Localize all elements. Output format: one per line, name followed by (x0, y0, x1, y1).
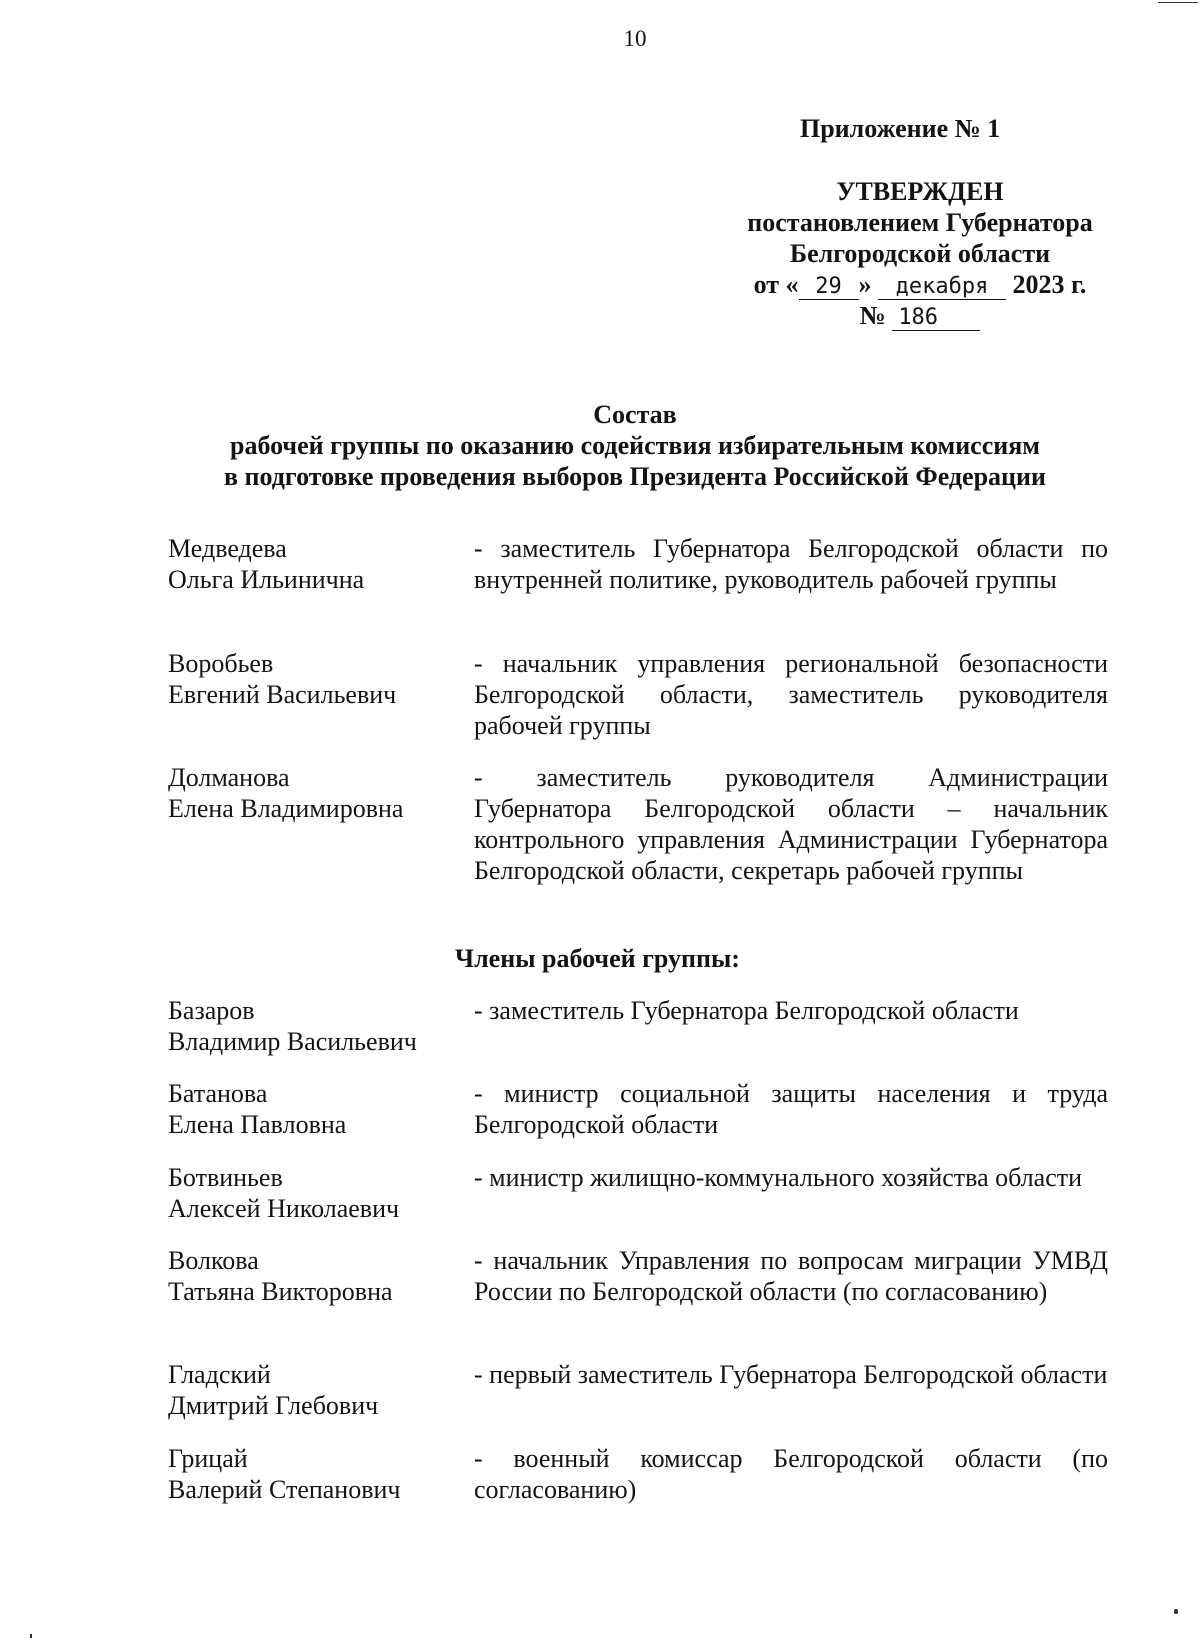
member-surname: Долманова (168, 763, 290, 792)
date-month: декабря (878, 275, 1006, 300)
member-role: - министр жилищно-коммунального хозяйства области (474, 1163, 1083, 1192)
member-surname: Воробьев (168, 649, 274, 678)
date-prefix: от « (753, 270, 799, 299)
date-day: 29 (799, 275, 859, 300)
members-heading: Члены рабочей группы: (455, 944, 740, 973)
member-given-name: Дмитрий Глебович (168, 1391, 379, 1420)
number-prefix: № (859, 301, 886, 330)
approval-line-1: постановлением Губернатора (747, 208, 1093, 237)
approval-line-2: Белгородской области (789, 239, 1051, 268)
member-name (168, 1162, 458, 1224)
member-surname: Батанова (168, 1079, 268, 1108)
approval-number (700, 300, 1140, 331)
member-name (168, 1245, 458, 1307)
approval-date (700, 269, 1140, 300)
page-number: 10 (623, 26, 647, 51)
member-given-name: Татьяна Викторовна (168, 1277, 393, 1306)
member-given-name: Елена Владимировна (168, 794, 404, 823)
title-line-3: в подготовке проведения выборов Президента Российской Федерации (223, 462, 1046, 491)
member-given-name: Валерий Степанович (168, 1475, 401, 1504)
member-given-name: Ольга Ильинична (168, 565, 365, 594)
document-number: 186 (892, 306, 980, 331)
date-mid: » (858, 270, 872, 299)
member-role: - начальник управления региональной безопасности Белгородской области, заместитель руководителя рабочей группы (474, 649, 1108, 740)
member-name (168, 533, 458, 595)
member-surname: Волкова (168, 1246, 259, 1275)
appendix-label: Приложение № 1 (800, 114, 1001, 143)
member-name (168, 762, 458, 824)
member-surname: Базаров (168, 996, 255, 1025)
scan-speck (1174, 1609, 1178, 1614)
member-surname: Ботвиньев (168, 1163, 283, 1192)
document-title (0, 399, 1200, 492)
member-given-name: Алексей Николаевич (168, 1194, 400, 1223)
scan-speck (1158, 2, 1198, 3)
scan-speck (30, 1634, 32, 1638)
member-name (168, 1443, 458, 1505)
member-surname: Гладский (168, 1360, 271, 1389)
member-role: - заместитель руководителя Администрации Губернатора Белгородской области – начальник контрольного управления Администрации Губернатора Белгородской области, секретарь рабочей группы (474, 763, 1108, 885)
member-role: - заместитель Губернатора Белгородской области по внутренней политике, руководитель рабочей группы (474, 534, 1108, 594)
member-role: - первый заместитель Губернатора Белгородской области (474, 1360, 1108, 1389)
approval-stamp (700, 176, 1140, 331)
title-line-2: рабочей группы по оказанию содействия избирательным комиссиям (229, 431, 1041, 460)
member-surname: Грицай (168, 1444, 248, 1473)
member-surname: Медведева (168, 534, 287, 563)
member-role: - заместитель Губернатора Белгородской области (474, 996, 1019, 1025)
approved-label: УТВЕРЖДЕН (836, 177, 1004, 206)
member-given-name: Владимир Васильевич (168, 1027, 417, 1056)
date-year: 2023 г. (1012, 270, 1087, 299)
member-given-name: Елена Павловна (168, 1110, 347, 1139)
member-given-name: Евгений Васильевич (168, 680, 397, 709)
title-line-1: Состав (593, 400, 677, 429)
member-role: - министр социальной защиты населения и труда Белгородской области (474, 1079, 1108, 1139)
member-name (168, 995, 458, 1057)
member-name (168, 1078, 458, 1140)
member-role: - военный комиссар Белгородской области (по согласованию) (474, 1444, 1108, 1504)
member-role: - начальник Управления по вопросам миграции УМВД России по Белгородской области (по согласованию) (474, 1246, 1108, 1306)
member-name (168, 648, 458, 710)
member-name (168, 1359, 458, 1421)
